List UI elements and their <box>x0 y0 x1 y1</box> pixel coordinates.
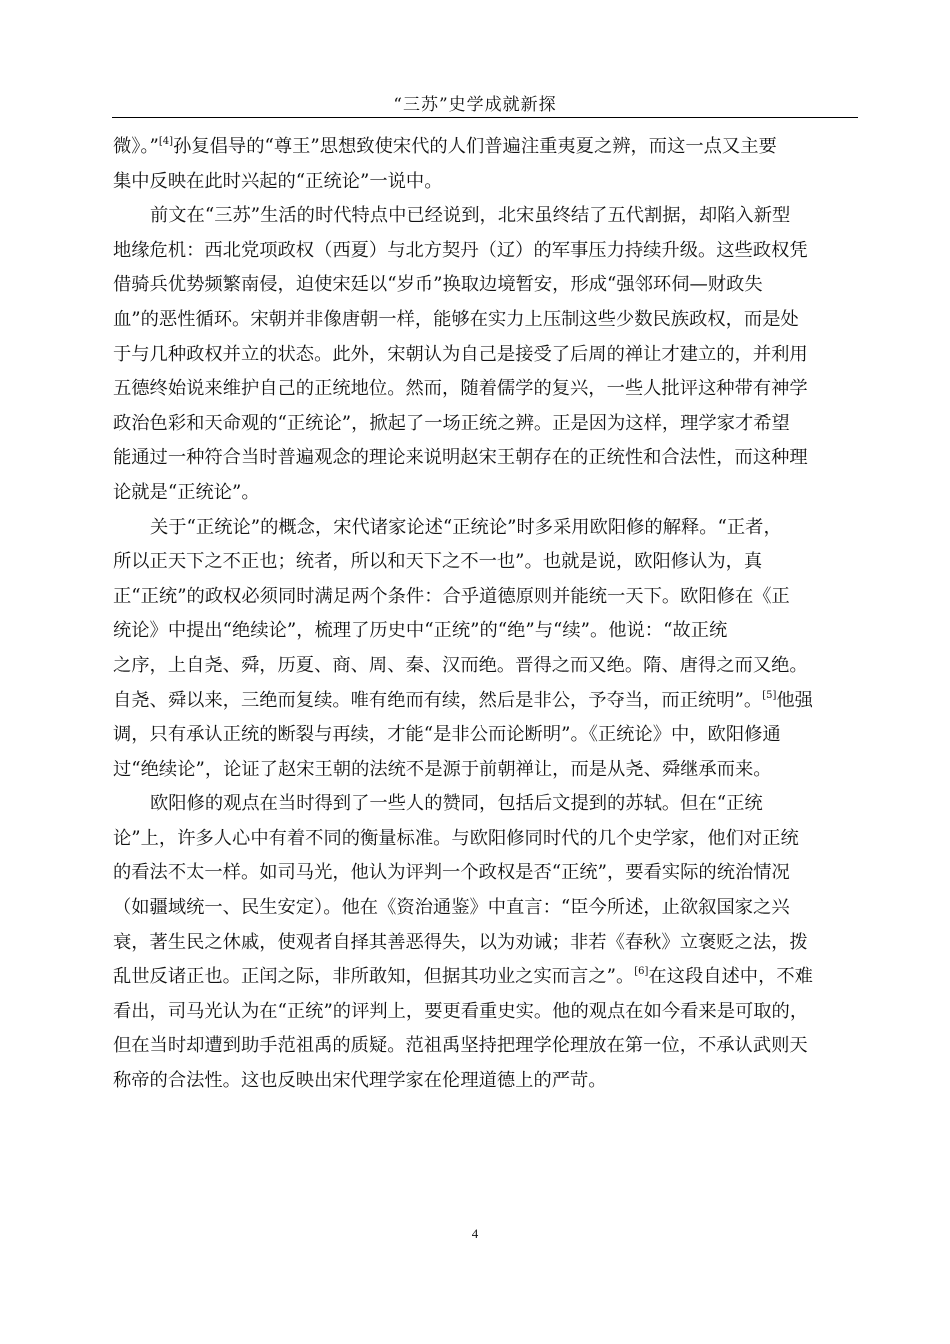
text-run: 孙复倡导的“尊王”思想致使宋代的人们普遍注重夷夏之辨，而这一点又主要 <box>173 136 777 157</box>
text-run: 血”的恶性循环。宋朝并非像唐朝一样，能够在实力上压制这些少数民族政权，而是处 <box>113 308 799 330</box>
text-run: 的看法不太一样。如司马光，他认为评判一个政权是否“正统”，要看实际的统治情况 <box>113 862 790 884</box>
text-run: 自尧、舜以来，三绝而复续。唯有绝而有续，然后是非公，予夺当，而正统明”。 <box>113 689 763 711</box>
citation-marker: [6] <box>634 966 649 978</box>
text-line <box>113 165 858 200</box>
running-header: “三苏”史学成就新探 <box>393 95 557 115</box>
text-line <box>113 822 858 857</box>
text-run: 地缘危机：西北党项政权（西夏）与北方契丹（辽）的军事压力持续升级。这些政权凭 <box>113 239 808 261</box>
text-line <box>113 580 858 615</box>
text-run: 统论》中提出“绝续论”，梳理了历史中“正统”的“绝”与“续”。他说：“故正统 <box>113 620 728 642</box>
text-line <box>113 130 858 165</box>
text-line <box>113 338 858 373</box>
text-run: 过“绝续论”，论证了赵宋王朝的法统不是源于前朝禅让，而是从尧、舜继承而来。 <box>113 758 772 780</box>
text-run: 乱世反诸正也。正闰之际，非所敢知，但据其功业之实而言之”。 <box>113 966 635 988</box>
text-run: 微》。” <box>113 136 159 157</box>
text-run: 借骑兵优势频繁南侵，迫使宋廷以“岁币”换取边境暂安，形成“强邻环伺—财政失 <box>113 274 763 296</box>
citation-marker: [4] <box>158 136 174 147</box>
text-run: 五德终始说来维护自己的正统地位。然而，随着儒学的复兴，一些人批评这种带有神学 <box>113 378 808 400</box>
text-line <box>113 545 858 580</box>
text-line <box>113 476 858 511</box>
text-line <box>113 856 858 891</box>
text-line <box>113 1064 858 1099</box>
text-run: 欧阳修的观点在当时得到了一些人的赞同，包括后文提到的苏轼。但在“正统 <box>150 793 763 815</box>
text-run: 调，只有承认正统的断裂与再续，才能“是非公而论断明”。《正统论》中，欧阳修通 <box>113 724 781 746</box>
text-run: 在这段自述中，不难 <box>648 966 813 988</box>
text-run: （如疆域统一、民生安定）。他在《资治通鉴》中直言：“臣今所述，止欲叙国家之兴 <box>113 897 790 919</box>
text-line <box>113 199 858 234</box>
text-run: 之序，上自尧、舜，历夏、商、周、秦、汉而绝。晋得之而又绝。隋、唐得之而又绝。 <box>113 654 808 676</box>
text-run: 论就是“正统论”。 <box>113 481 260 503</box>
text-line <box>113 303 858 338</box>
paragraph <box>113 130 858 199</box>
text-line <box>113 268 858 303</box>
text-run: 衰，著生民之休戚，使观者自择其善恶得失，以为劝诫；非若《春秋》立褒贬之法，拨 <box>113 931 808 953</box>
text-line <box>113 234 858 269</box>
body-text <box>113 130 858 1099</box>
text-line <box>113 684 858 719</box>
text-line <box>113 787 858 822</box>
text-line <box>113 1029 858 1064</box>
paragraph <box>113 787 858 1098</box>
text-run: 前文在“三苏”生活的时代特点中已经说到，北宋虽终结了五代割据，却陷入新型 <box>150 205 791 227</box>
text-line <box>113 995 858 1030</box>
text-line <box>113 407 858 442</box>
text-run: 称帝的合法性。这也反映出宋代理学家在伦理道德上的严苛。 <box>113 1070 607 1092</box>
text-run: 看出，司马光认为在“正统”的评判上，要更看重史实。他的观点在如今看来是可取的， <box>113 1000 809 1022</box>
text-run: 正“正统”的政权必须同时满足两个条件：合乎道德原则并能统一天下。欧阳修在《正 <box>113 585 790 607</box>
text-run: 政治色彩和天命观的“正统论”，掀起了一场正统之辨。正是因为这样，理学家才希望 <box>113 412 790 434</box>
text-run: 能通过一种符合当时普遍观念的理论来说明赵宋王朝存在的正统性和合法性，而这种理 <box>113 447 808 469</box>
citation-marker: [5] <box>762 689 777 701</box>
paragraph <box>113 511 858 788</box>
page-number: 4 <box>471 1226 479 1241</box>
text-line <box>113 960 858 995</box>
text-run: 论”上，许多人心中有着不同的衡量标准。与欧阳修同时代的几个史学家，他们对正统 <box>113 827 799 849</box>
text-line <box>113 441 858 476</box>
header-rule <box>112 117 858 118</box>
text-run: 集中反映在此时兴起的“正统论”一说中。 <box>113 170 443 192</box>
text-run: 所以正天下之不正也；统者，所以和天下之不一也”。也就是说，欧阳修认为，真 <box>113 551 763 573</box>
text-line <box>113 718 858 753</box>
text-line <box>113 753 858 788</box>
text-line <box>113 614 858 649</box>
text-line <box>113 891 858 926</box>
text-run: 于与几种政权并立的状态。此外，宋朝认为自己是接受了后周的禅让才建立的，并利用 <box>113 343 808 365</box>
text-run: 关于“正统论”的概念，宋代诸家论述“正统论”时多采用欧阳修的解释。“正者， <box>150 516 782 538</box>
text-line <box>113 649 858 684</box>
paragraph <box>113 199 858 510</box>
text-line <box>113 372 858 407</box>
text-line <box>113 511 858 546</box>
text-run: 他强 <box>776 689 813 711</box>
text-run: 但在当时却遭到助手范祖禹的质疑。范祖禹坚持把理学伦理放在第一位，不承认武则天 <box>113 1035 808 1057</box>
text-line <box>113 926 858 961</box>
